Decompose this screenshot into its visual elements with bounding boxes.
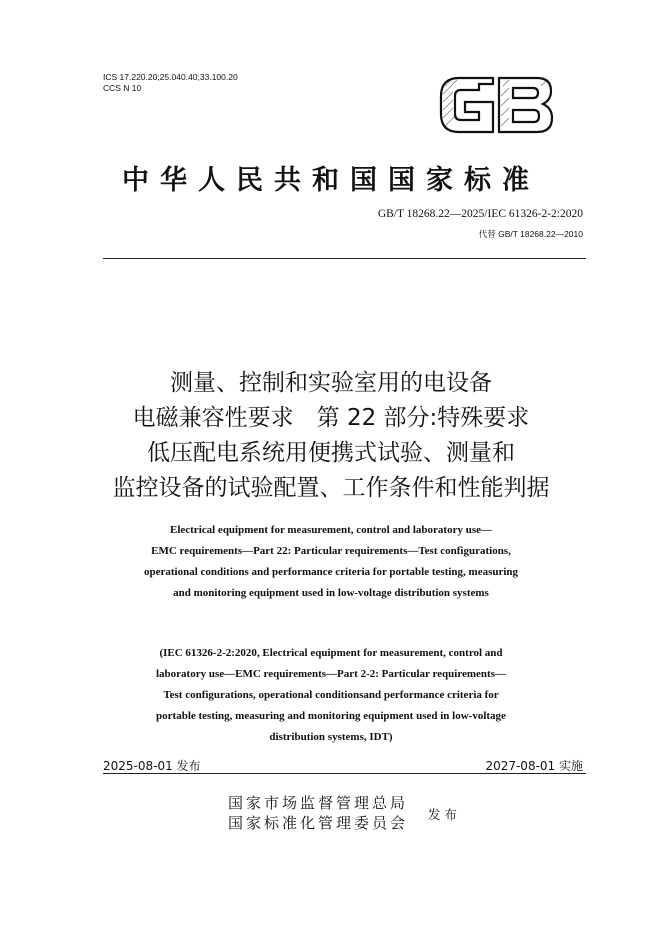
issuer-sac: 国家标准化管理委员会 (228, 814, 409, 832)
header-divider (103, 258, 586, 259)
ics-code: ICS 17.220.20;25.040.40;33.100.20 (103, 72, 238, 82)
national-standard-heading: 中华人民共和国国家标准 (122, 165, 540, 196)
issuing-authorities (228, 793, 408, 833)
standard-number: GB/T 18268.22—2025/IEC 61326-2-2:2020 (377, 208, 583, 220)
english-title-line: EMC requirements—Part 22: Particular requirements—Test configurations, (151, 545, 511, 557)
issue-label: 发布 (428, 807, 462, 822)
logo-text: GB (437, 74, 439, 75)
chinese-title (0, 366, 662, 506)
english-title (0, 520, 662, 604)
chinese-title-line: 电磁兼容性要求 第 22 部分:特殊要求 (132, 405, 530, 431)
publish-date: 2025-08-01 发布 (103, 759, 201, 773)
chinese-title-line: 低压配电系统用便携式试验、测量和 (147, 440, 515, 466)
english-title-line: and monitoring equipment used in low-voltage distribution systems (173, 587, 489, 599)
footer-divider (103, 773, 586, 774)
idt-line: (IEC 61326-2-2:2020, Electrical equipment for measurement, control and (159, 647, 503, 659)
issuer-samr: 国家市场监督管理总局 (228, 794, 409, 812)
idt-line: distribution systems, IDT) (269, 731, 393, 743)
classification-codes (103, 72, 238, 94)
gb-logo (437, 74, 555, 136)
chinese-title-line: 测量、控制和实验室用的电设备 (170, 370, 492, 396)
idt-line: Test configurations, operational conditionsand performance criteria for (163, 689, 499, 701)
english-title-line: Electrical equipment for measurement, control and laboratory use— (169, 524, 493, 536)
idt-line: portable testing, measuring and monitoring equipment used in low-voltage (156, 710, 506, 722)
implement-date: 2027-08-01 实施 (485, 759, 583, 773)
idt-line: laboratory use—EMC requirements—Part 2-2: Particular requirements— (155, 668, 506, 680)
replaces-note: 代替 GB/T 18268.22—2010 (478, 229, 583, 239)
english-title-line: operational conditions and performance criteria for portable testing, measuring (143, 566, 519, 578)
chinese-title-line: 监控设备的试验配置、工作条件和性能判据 (112, 475, 550, 501)
identical-standard-note (0, 643, 662, 748)
ccs-code: CCS N 10 (103, 83, 142, 93)
